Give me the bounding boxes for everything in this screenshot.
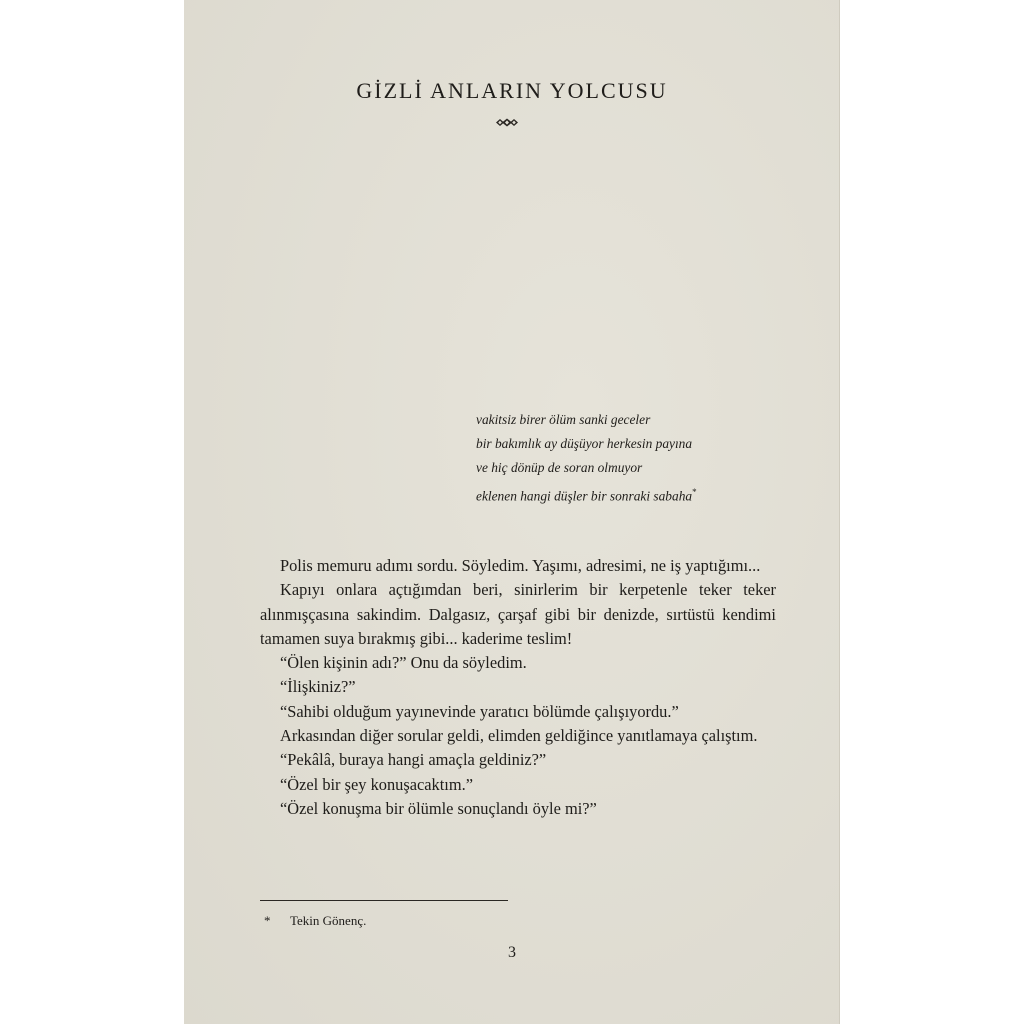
paragraph: “Sahibi olduğum yayınevinde yaratıcı bölümde çalışıyordu.” [280,701,679,721]
paragraph: “Ölen kişinin adı?” Onu da söyledim. [280,653,527,673]
body-text [260,554,776,821]
chapter-title: GİZLİ ANLARIN YOLCUSU [356,78,668,103]
poem-line: ve hiç dönüp de soran olmuyor [476,460,643,475]
paragraph: “Özel bir şey konuşacaktım.” [280,774,473,794]
footnote-text: Tekin Gönenç. [290,913,367,928]
footnote-mark: * [264,913,271,928]
paragraph: Polis memuru adımı sordu. Söyledim. Yaşımı, adresimi, ne iş yaptığımı... [280,556,761,575]
paragraph: “Pekâlâ, buraya hangi amaçla geldiniz?” [280,750,547,770]
poem-line-last [476,480,697,508]
footnote-divider [260,900,508,901]
paragraph: Arkasından diğer sorular geldi, elimden geldiğince yanıtlamaya çalıştım. [280,726,758,746]
epigraph-poem [476,408,697,508]
footnote [264,913,366,929]
paragraph: Kapıyı onlara açtığımdan beri, sinirlerim bir kerpetenle teker teker alınmışçasına sakindim. Dalgasız, çarşaf gibi bir denizde, sırtüstü kendimi tamamen suya bırakmış gibi... kaderime teslim! [260,580,776,648]
paragraph: “Özel konuşma bir ölümle sonuçlandı öyle mi?” [280,798,597,818]
page-number: 3 [508,944,516,961]
book-page [184,0,840,1024]
poem-line: bir bakımlık ay düşüyor herkesin payına [476,436,693,451]
footnote-reference-mark: * [692,487,697,497]
poem-line: vakitsiz birer ölüm sanki geceler [476,412,651,427]
poem-line-text: eklenen hangi düşler bir sonraki sabaha [476,488,693,504]
paragraph: “İlişkiniz?” [280,677,356,697]
fleuron-ornament-icon [495,118,519,127]
